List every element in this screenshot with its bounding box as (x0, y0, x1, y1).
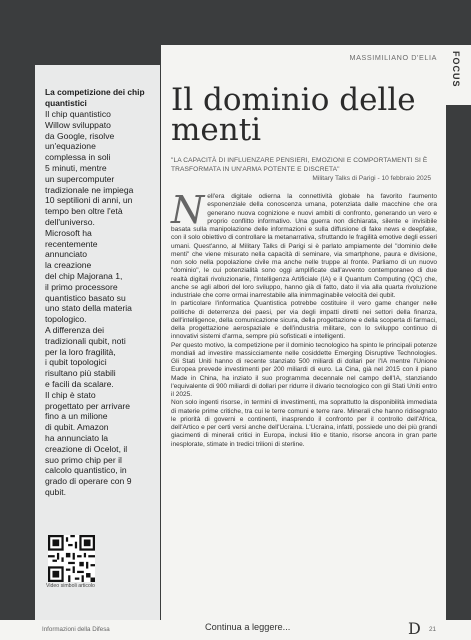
article-text: ell'era digitale odierna la connettività globale ha favorito l'aumento esponenziale della conoscenza umana, potenziata dalle macchine che ora generano nuova cognizione e nuovi ambiti di confronto, generando un vero e proprio conflitto informativo. Una guerra non dichiarata, silente e invisibile basata sulla manipolazione delle informazioni e sulla diffusione di fake news e deepfake, con il solo obiettivo di controllare la metanarrativa, sfruttando le fragilità emotive degli esseri umani. Quest'anno, al Military Talks di Parigi si è parlato ampiamente del "dominio delle menti" che viene misurato nella capacità di seminare, via smartphone, paura e divisione, non solo nella popolazione civile ma anche nelle truppe al fronte. Parliamo di un nuovo "dominio", le cui potenzialità sono oggi amplificate dall'avvento contemporaneo di due realtà digitali rivoluzionarie, l'Intelligenza Artificiale (IA) e il Quantum Computing (QC) che, anche se agli albori del loro sviluppo, hanno già di fatto, dato il via alla quarta rivoluzione industriale che corre ormai inarrestabile alla inimmaginabile velocità dei qubit. In particolare l'informatica Quantistica potrebbe costituire il vero game changer nelle politiche di deterrenza dei paesi, per via degli impatti diretti nei settori della finanza, dell'intelligence, della comunicazione sicura, della progettazione e della scoperta di farmaci, della progettazione aerospaziale e dell'industria militare, con lo sviluppo continuo di innovativi sistemi d'arma, sempre più sofisticati e intelligenti. Per questo motivo, la competizione per il dominio tecnologico ha spinto le principali potenze mondiali ad investire massicciamente nelle cosiddette Emerging Disruptive Technologies. Gli Stati Uniti hanno di recente stanziato 500 miliardi di dollari per l'IA mentre l'Unione Europea prevede investimenti per 200 miliardi di euro. La Cina, già nel 2015 con il piano Made in China, ha inziato il suo programma decennale nel campo dell'IA, stanziando l'equivalente di 900 miliardi di dollari per ridurre il divario tecnologico con gli Stati Uniti entro il 2025. Non solo ingenti risorse, in termini di investimenti, ma soprattutto la disponibilità immediata di materie prime critiche, tra cui le terre comuni e terre rare. Minerali che hanno ridisegnato le priorità di governi e continenti, inasprendo il confronto per il controllo dell'Africa, dell'Artico e per certi versi anche dell'Ucraina. L'Ucraina, infatti, possiede uno dei più grandi giacimenti di minerali critici in Europa, inclusi litio e titanio, risorse ancora in gran parte inesplorate, stimate in tredici trilioni di sterline. (171, 193, 437, 448)
qr-caption: Video simboli articolo (46, 583, 95, 589)
focus-label: FOCUS (451, 51, 461, 88)
sidebar-title: La competizione dei chip quantistici (45, 87, 145, 108)
article-headline: Il dominio delle menti (171, 82, 416, 148)
quote-source: Military Talks di Parigi - 10 febbraio 2025 (312, 175, 431, 182)
magazine-logo: D (408, 619, 421, 638)
sidebar-box (35, 65, 160, 620)
publication-name: Informazioni della Difesa (42, 626, 110, 633)
focus-tab (443, 45, 471, 105)
sidebar-body: Il chip quantistico Willow sviluppato da Google, risolve un'equazione complessa in soli 5 minuti, mentre un supercomputer tradizionale ne impiega 10 septilioni di anni, un tempo ben oltre l'età dell'universo. Microsoft ha recentemente annunciato la creazione del chip Majorana 1, il primo processore quantistico basato su uno stato della materia topologico. A differenza dei tradizionali qubit, noti per la loro fragilità, i qubit topologici risultano più stabili e facili da scalare. Il chip è stato progettato per arrivare fino a un milione di qubit. Amazon ha annunciato la creazione di Ocelot, il suo primo chip per il calcolo quantistico, in grado di operare con 9 qubit. (45, 109, 134, 497)
continue-reading-link[interactable]: Continua a leggere... (205, 622, 291, 632)
page-number: 21 (429, 626, 437, 633)
qr-code-icon[interactable] (48, 535, 95, 582)
page-footer (0, 620, 471, 640)
drop-cap: N (171, 188, 205, 232)
author-name: MASSIMILIANO D'ELIA (349, 53, 437, 62)
article-quote: "LA CAPACITÀ DI INFLUENZARE PENSIERI, EMOZIONI E COMPORTAMENTI SI È TRASFORMATA IN UN'ARMA POTENTE E DISCRETA" (171, 157, 428, 173)
focus-divider (443, 105, 446, 620)
article-body (171, 188, 437, 449)
article-column (161, 45, 443, 620)
